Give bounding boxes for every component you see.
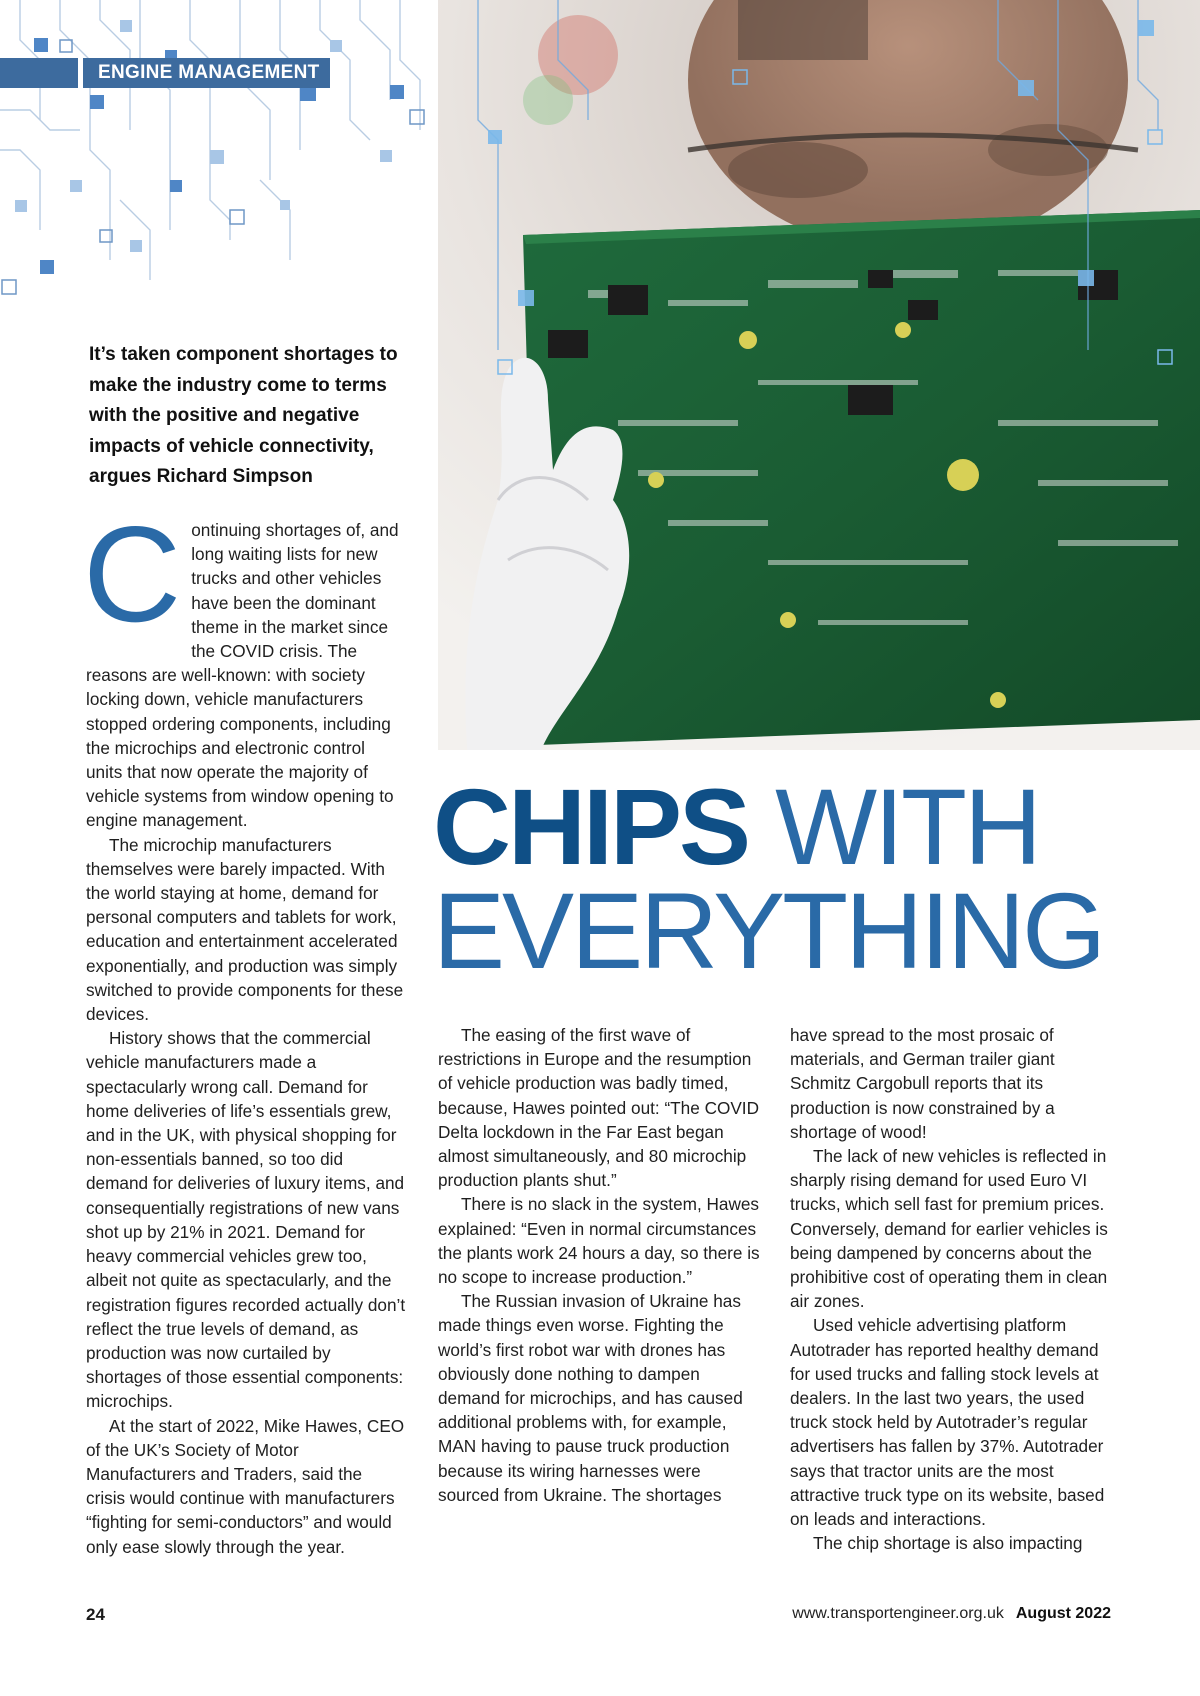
- body-column-3: [790, 1023, 1120, 1555]
- paragraph: The microchip manufacturers themselves were barely impacted. With the world staying at home, demand for personal computers and tablets for work, education and entertainment accelerated exponentially, and production was simply switched to provide components for these devices.: [86, 834, 404, 1025]
- paragraph: The chip shortage is also impacting: [813, 1533, 1083, 1554]
- body-column-1: [83, 498, 406, 1559]
- website-url[interactable]: www.transportengineer.org.uk: [792, 1605, 1004, 1622]
- issue-date: August 2022: [1015, 1605, 1111, 1622]
- paragraph: There is no slack in the system, Hawes explained: “Even in normal circumstances the plants work 24 hours a day, so there is no scope to increase production.”: [438, 1194, 760, 1288]
- paragraph: The Russian invasion of Ukraine has made things even worse. Fighting the world’s first robot war with drones has obviously done nothing to dampen demand for microchips, and has caused additional problems with, for example, MAN having to pause truck production because its wiring harnesses were sourced from Ukraine. The shortages: [438, 1291, 743, 1505]
- paragraph: The lack of new vehicles is reflected in sharply rising demand for used Euro VI trucks, which sell fast for premium prices. Conversely, demand for earlier vehicles is being dampened by concerns about the prohibitive cost of operating them in clean air zones.: [790, 1146, 1108, 1312]
- paragraph: The easing of the first wave of restrictions in Europe and the resumption of vehicle production was badly timed, because, Hawes pointed out: “The COVID Delta lockdown in the Far East began almost simultaneously, and 80 microchip production plants shut.”: [438, 1025, 759, 1191]
- body-column-2: [438, 1023, 760, 1507]
- paragraph: History shows that the commercial vehicle manufacturers made a spectacularly wrong call. Demand for home deliveries of life’s essentials grew, and in the UK, with physical shopping for non-essentials banned, so too did demand for deliveries of luxury items, and consequentially registrations of new vans shot up by 21% in 2021. Demand for heavy commercial vehicles grew too, albeit not quite as spectacularly, and the registration figures recorded actually don’t reflect the true levels of demand, as production was now curtailed by shortages of those essential components: microchips.: [86, 1028, 406, 1412]
- paragraph: ontinuing shortages of, and long waiting lists for new trucks and other vehicles have been the dominant theme in the market since the COVID crisis. The reasons are well-known: with society locking down, vehicle manufacturers stopped ordering components, including the microchips and electronic control units that now operate the majority of vehicle systems from window opening to engine management.: [86, 520, 399, 831]
- standfirst: It’s taken component shortages to make the industry come to terms with the positive and negative impacts of vehicle connectivity, argues Richard Simpson: [89, 344, 398, 487]
- headline-light-1: WITH: [775, 766, 1039, 887]
- headline-light-2: EVERYTHING: [433, 870, 1104, 991]
- paragraph: At the start of 2022, Mike Hawes, CEO of the UK’s Society of Motor Manufacturers and Traders, said the crisis would continue with manufacturers “fighting for semi-conductors” and would only ease slowly through the year.: [86, 1415, 405, 1557]
- footer-info: [792, 1605, 1111, 1623]
- circuit-pattern-graphic: [0, 0, 440, 330]
- page-number: 24: [86, 1605, 105, 1624]
- paragraph: Used vehicle advertising platform Autotrader has reported healthy demand for used trucks and falling stock levels at dealers. In the last two years, the used truck stock held by Autotrader’s regular advertisers has fallen by 37%. Autotrader says that tractor units are the most attractive truck type on its website, based on leads and interactions.: [790, 1315, 1105, 1530]
- headline: [433, 766, 1173, 991]
- paragraph: have spread to the most prosaic of materials, and German trailer giant Schmitz Cargobull reports that its production is now constrained by a shortage of wood!: [790, 1025, 1055, 1142]
- headline-bold: CHIPS: [433, 766, 749, 887]
- drop-cap: C: [83, 498, 182, 650]
- section-tag: ENGINE MANAGEMENT: [83, 58, 330, 88]
- circuit-board-photo: [438, 0, 1200, 750]
